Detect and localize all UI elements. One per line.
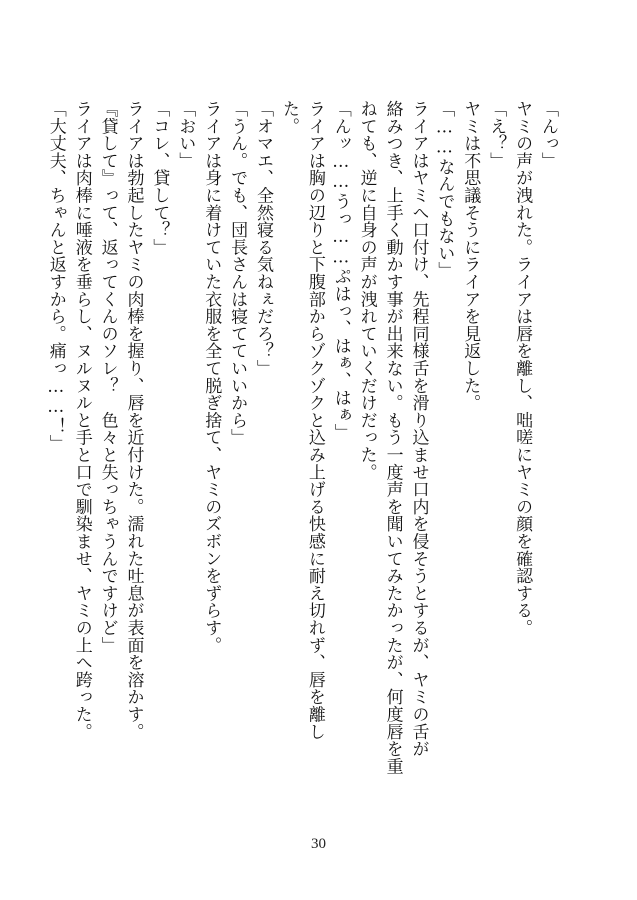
vertical-text-body <box>45 100 560 800</box>
text-line-16: 「コレ、貸して？」 <box>149 100 170 256</box>
text-line-8: ねても、逆に自身の声が洩れていくだけだった。 <box>356 100 377 481</box>
text-line-10: ライアは胸の辺りと下腹部からゾクゾクと込み上げる快感に耐え切れず、唇を離し <box>304 100 325 741</box>
text-line-17: ライアは勃起したヤミの肉棒を握り、唇を近付けた。濡れた吐息が表面を溶かす。 <box>123 100 144 741</box>
text-line-4: ヤミは不思議そうにライアを見返した。 <box>460 100 481 412</box>
text-line-11: た。 <box>278 100 299 135</box>
text-line-12: 「オマエ、全然寝る気ねぇだろ？」 <box>253 100 274 377</box>
text-line-7: 絡みつき、上手く動かす事が出来ない。もう一度声を聞いてみたかったが、何度唇を重 <box>382 100 403 775</box>
text-line-5: 「……なんでもない」 <box>434 100 455 279</box>
page-number: 30 <box>311 836 326 852</box>
text-line-1: 「んっ」 <box>538 100 558 170</box>
text-line-6: ライアはヤミへ口付け、先程同様舌を滑り込ませ口内を侵そうとするが、ヤミの舌が <box>408 100 429 758</box>
text-line-3: 「え？」 <box>486 100 507 170</box>
text-line-9: 「んッ……うっ……ぷはっ、はぁ、はぁ」 <box>330 100 351 441</box>
text-line-2: ヤミの声が洩れた。ライアは唇を離し、咄嗟にヤミの顔を確認する。 <box>512 100 533 637</box>
text-line-13: 「うん。でも、団長さんは寝てていいから」 <box>227 100 248 446</box>
text-line-14: ライアは身に着けていた衣服を全て脱ぎ捨て、ヤミのズボンをずらす。 <box>201 100 222 654</box>
text-line-18: 『貸して』って、返ってくんのソレ？ 色々と失っちゃうんですけど」 <box>97 100 118 654</box>
text-line-19: ライアは肉棒に唾液を垂らし、ヌルヌルと手と口で馴染ませ、ヤミの上へ跨った。 <box>71 100 92 741</box>
text-line-15: 「おい」 <box>175 100 196 170</box>
text-line-20: 「大丈夫、ちゃんと返すから。痛っ……！」 <box>45 100 66 452</box>
